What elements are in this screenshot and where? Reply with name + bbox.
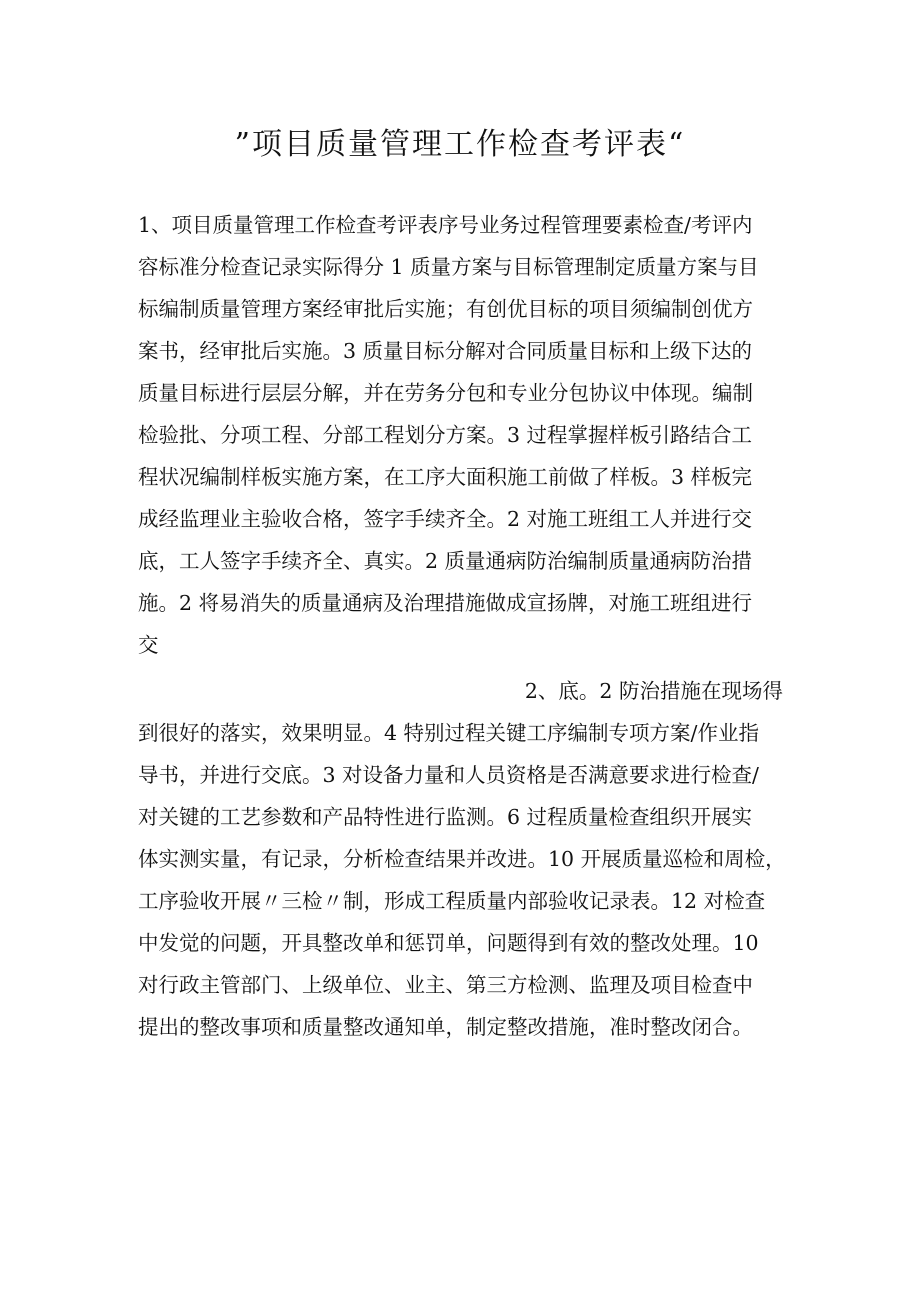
paragraph-line: 程状况编制样板实施方案，在工序大面积施工前做了样板。3 样板完: [138, 465, 753, 489]
paragraph-line: 对行政主管部门、上级单位、业主、第三方检测、监理及项目检查中: [138, 973, 753, 997]
paragraph-line: 提出的整改事项和质量整改通知单，制定整改措施，准时整改闭合。: [138, 1015, 753, 1039]
paragraph-line: 案书，经审批后实施。3 质量目标分解对合同质量目标和上级下达的: [138, 339, 753, 363]
paragraph-line: 体实测实量，有记录，分析检查结果并改进。10 开展质量巡检和周检，: [138, 847, 786, 871]
paragraph-line: 到很好的落实，效果明显。4 特别过程关键工序编制专项方案/作业指: [138, 721, 759, 745]
paragraph-line: 施。2 将易消失的质量通病及治理措施做成宣扬牌，对施工班组进行: [138, 591, 753, 615]
paragraph-line: 底，工人签字手续齐全、真实。2 质量通病防治编制质量通病防治措: [138, 549, 753, 573]
paragraph-line: 容标准分检查记录实际得分 1 质量方案与目标管理制定质量方案与目: [138, 255, 759, 279]
paragraph-line: 2、底。2 防治措施在现场得: [524, 679, 783, 703]
paragraph-line: 检验批、分项工程、分部工程划分方案。3 过程掌握样板引路结合工: [138, 423, 753, 447]
paragraph-line: 中发觉的问题，开具整改单和惩罚单，问题得到有效的整改处理。10: [138, 931, 759, 955]
paragraph-line: 成经监理业主验收合格，签字手续齐全。2 对施工班组工人并进行交: [138, 507, 753, 531]
paragraph-line: 1、项目质量管理工作检查考评表序号业务过程管理要素检查/考评内: [138, 213, 753, 237]
paragraph-line: 对关键的工艺参数和产品特性进行监测。6 过程质量检查组织开展实: [138, 805, 753, 829]
paragraph-line: 交: [138, 633, 159, 657]
paragraph-line: 质量目标进行层层分解，并在劳务分包和专业分包协议中体现。编制: [138, 381, 753, 405]
paragraph-line: 导书，并进行交底。3 对设备力量和人员资格是否满意要求进行检查/: [138, 763, 759, 787]
paragraph-line: 标编制质量管理方案经审批后实施；有创优目标的项目须编制创优方: [138, 297, 753, 321]
document-title: ”项目质量管理工作检查考评表“: [234, 127, 686, 162]
paragraph-line: 工序验收开展〃三检〃制，形成工程质量内部验收记录表。12 对检查: [138, 889, 766, 913]
